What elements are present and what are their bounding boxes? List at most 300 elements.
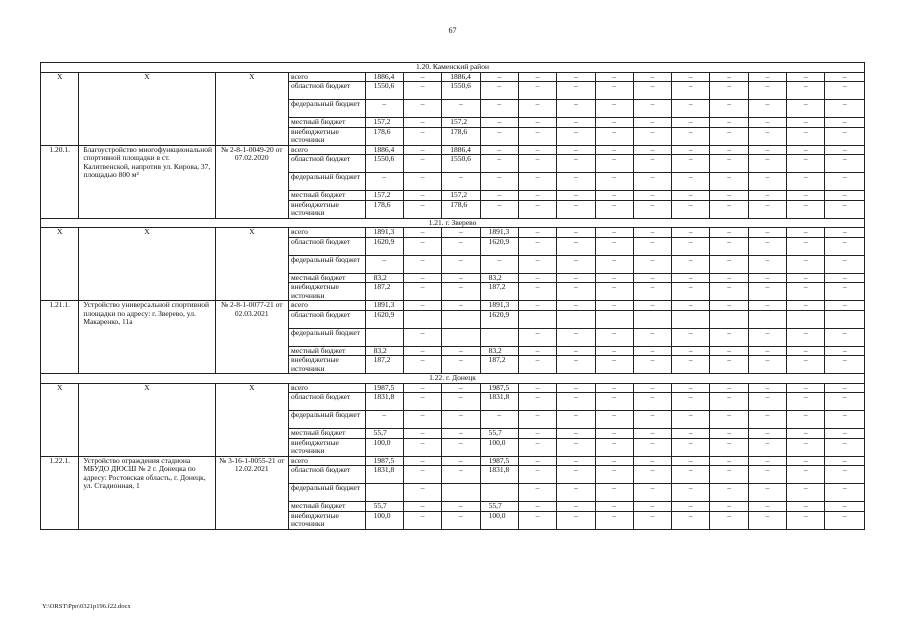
value-cell <box>442 328 480 346</box>
page-number: 67 <box>448 26 457 35</box>
value-cell: – <box>557 173 595 191</box>
value-cell: 55,7 <box>365 502 403 512</box>
value-cell: – <box>595 328 633 346</box>
value-cell: 157,2 <box>442 118 480 128</box>
value-cell: – <box>365 173 403 191</box>
value-cell: – <box>787 283 825 301</box>
value-cell: 55,7 <box>480 429 518 439</box>
value-cell: 1886,4 <box>365 145 403 155</box>
value-cell: – <box>518 255 556 273</box>
value-cell: – <box>518 273 556 283</box>
value-cell: – <box>557 511 595 529</box>
value-cell: – <box>518 466 556 484</box>
value-cell: – <box>442 411 480 429</box>
value-cell: – <box>825 228 865 238</box>
value-cell: 100,0 <box>365 438 403 456</box>
value-cell: 1831,8 <box>480 393 518 411</box>
value-cell: – <box>557 328 595 346</box>
value-cell: – <box>787 155 825 173</box>
funding-source-cell: федеральный бюджет <box>289 328 366 346</box>
value-cell: 157,2 <box>365 118 403 128</box>
value-cell: – <box>403 346 441 356</box>
document-number-cell: № 2-8-1-0049-20 от 07.02.2020 <box>215 145 288 218</box>
value-cell: – <box>557 346 595 356</box>
value-cell: – <box>403 356 441 374</box>
funding-source-cell: федеральный бюджет <box>289 411 366 429</box>
value-cell: – <box>403 191 441 201</box>
funding-source-cell: местный бюджет <box>289 118 366 128</box>
value-cell: – <box>595 438 633 456</box>
value-cell: – <box>557 438 595 456</box>
value-cell: – <box>557 502 595 512</box>
value-cell: – <box>825 328 865 346</box>
value-cell: – <box>403 283 441 301</box>
value-cell: – <box>633 346 671 356</box>
value-cell: – <box>787 127 825 145</box>
value-cell: – <box>403 228 441 238</box>
value-cell: 83,2 <box>365 346 403 356</box>
value-cell: 100,0 <box>365 511 403 529</box>
value-cell: – <box>710 502 748 512</box>
value-cell: – <box>710 200 748 218</box>
value-cell: – <box>710 173 748 191</box>
value-cell: – <box>672 200 710 218</box>
funding-source-cell: областной бюджет <box>289 466 366 484</box>
value-cell: – <box>595 411 633 429</box>
value-cell: – <box>748 466 786 484</box>
value-cell: – <box>480 100 518 118</box>
funding-source-cell: внебюджетные источники <box>289 511 366 529</box>
value-cell: – <box>748 346 786 356</box>
document-number-cell: Х <box>215 383 288 456</box>
value-cell: – <box>672 191 710 201</box>
value-cell: – <box>403 383 441 393</box>
funding-source-cell: областной бюджет <box>289 393 366 411</box>
value-cell: – <box>672 456 710 466</box>
value-cell: – <box>672 328 710 346</box>
value-cell: – <box>825 173 865 191</box>
value-cell: – <box>825 118 865 128</box>
value-cell: – <box>557 200 595 218</box>
value-cell: – <box>403 328 441 346</box>
value-cell: – <box>595 155 633 173</box>
value-cell: – <box>710 228 748 238</box>
value-cell: 1620,9 <box>365 310 403 328</box>
value-cell: 178,6 <box>365 127 403 145</box>
value-cell <box>442 484 480 502</box>
value-cell: – <box>595 255 633 273</box>
value-cell: – <box>710 82 748 100</box>
value-cell: – <box>518 484 556 502</box>
value-cell: 83,2 <box>480 273 518 283</box>
value-cell: – <box>710 283 748 301</box>
value-cell: – <box>672 466 710 484</box>
value-cell: – <box>825 273 865 283</box>
value-cell <box>480 328 518 346</box>
value-cell: – <box>633 411 671 429</box>
value-cell: – <box>672 502 710 512</box>
value-cell: – <box>787 72 825 82</box>
value-cell: – <box>787 118 825 128</box>
value-cell: – <box>442 438 480 456</box>
funding-source-cell: местный бюджет <box>289 502 366 512</box>
value-cell: – <box>672 346 710 356</box>
value-cell: – <box>787 301 825 311</box>
value-cell: – <box>442 456 480 466</box>
funding-source-cell: областной бюджет <box>289 237 366 255</box>
value-cell: – <box>480 145 518 155</box>
value-cell: – <box>518 100 556 118</box>
value-cell: – <box>595 118 633 128</box>
value-cell: – <box>557 466 595 484</box>
value-cell: 1831,8 <box>480 466 518 484</box>
value-cell: – <box>710 328 748 346</box>
value-cell: – <box>748 283 786 301</box>
funding-source-cell: внебюджетные источники <box>289 200 366 218</box>
item-number-cell: 1.20.1. <box>41 145 79 218</box>
value-cell: – <box>403 438 441 456</box>
value-cell: – <box>748 356 786 374</box>
value-cell: – <box>787 100 825 118</box>
value-cell: – <box>825 484 865 502</box>
funding-source-cell: местный бюджет <box>289 191 366 201</box>
value-cell: – <box>710 346 748 356</box>
value-cell: – <box>442 502 480 512</box>
value-cell: – <box>825 72 865 82</box>
value-cell: – <box>442 511 480 529</box>
value-cell: – <box>787 466 825 484</box>
value-cell: – <box>633 145 671 155</box>
value-cell: – <box>442 466 480 484</box>
value-cell: – <box>442 346 480 356</box>
value-cell: – <box>710 72 748 82</box>
value-cell: – <box>518 511 556 529</box>
value-cell: – <box>825 438 865 456</box>
item-number-cell: Х <box>41 228 79 301</box>
value-cell: – <box>710 155 748 173</box>
value-cell: – <box>825 145 865 155</box>
value-cell: – <box>442 100 480 118</box>
value-cell: 55,7 <box>480 502 518 512</box>
value-cell: – <box>787 328 825 346</box>
value-cell: – <box>748 301 786 311</box>
value-cell: – <box>403 200 441 218</box>
value-cell: – <box>672 255 710 273</box>
value-cell: – <box>595 173 633 191</box>
value-cell: – <box>787 393 825 411</box>
funding-source-cell: местный бюджет <box>289 346 366 356</box>
value-cell: – <box>710 511 748 529</box>
value-cell: – <box>557 393 595 411</box>
value-cell: – <box>595 72 633 82</box>
value-cell: – <box>557 255 595 273</box>
value-cell: 1886,4 <box>365 72 403 82</box>
value-cell: – <box>710 127 748 145</box>
value-cell: – <box>633 273 671 283</box>
value-cell: – <box>672 429 710 439</box>
document-number-cell: Х <box>215 228 288 301</box>
value-cell: – <box>633 283 671 301</box>
value-cell: 178,6 <box>442 127 480 145</box>
value-cell: – <box>672 273 710 283</box>
value-cell: – <box>633 383 671 393</box>
value-cell: – <box>748 328 786 346</box>
funding-source-cell: федеральный бюджет <box>289 255 366 273</box>
value-cell: – <box>748 237 786 255</box>
value-cell: 1550,6 <box>442 155 480 173</box>
value-cell: – <box>825 383 865 393</box>
value-cell: – <box>787 429 825 439</box>
value-cell: – <box>403 301 441 311</box>
value-cell: 1886,4 <box>442 145 480 155</box>
value-cell: – <box>710 429 748 439</box>
value-cell: – <box>557 145 595 155</box>
value-cell: – <box>595 127 633 145</box>
value-cell: – <box>403 173 441 191</box>
value-cell: – <box>710 356 748 374</box>
value-cell: – <box>672 173 710 191</box>
value-cell: – <box>787 383 825 393</box>
value-cell: – <box>518 429 556 439</box>
value-cell: – <box>595 393 633 411</box>
value-cell: – <box>672 237 710 255</box>
funding-source-cell: всего <box>289 301 366 311</box>
value-cell: – <box>557 127 595 145</box>
value-cell: – <box>787 411 825 429</box>
value-cell: – <box>787 191 825 201</box>
value-cell: – <box>518 356 556 374</box>
value-cell: – <box>825 411 865 429</box>
funding-source-cell: областной бюджет <box>289 310 366 328</box>
value-cell: – <box>403 484 441 502</box>
value-cell: – <box>825 127 865 145</box>
value-cell: – <box>557 237 595 255</box>
value-cell: – <box>672 438 710 456</box>
value-cell: – <box>442 429 480 439</box>
value-cell: – <box>748 228 786 238</box>
value-cell: – <box>442 255 480 273</box>
value-cell: – <box>633 301 671 311</box>
value-cell: 1987,5 <box>365 456 403 466</box>
value-cell: – <box>748 484 786 502</box>
value-cell: – <box>672 145 710 155</box>
object-name-cell: Устройство универсальной спортивной площадки по адресу: г. Зверево, ул. Макаренко, 11а <box>79 301 215 374</box>
value-cell: – <box>518 438 556 456</box>
value-cell: 1550,6 <box>442 82 480 100</box>
value-cell <box>365 328 403 346</box>
funding-source-cell: федеральный бюджет <box>289 173 366 191</box>
value-cell: – <box>633 438 671 456</box>
value-cell: – <box>518 155 556 173</box>
value-cell: – <box>710 118 748 128</box>
value-cell: – <box>787 255 825 273</box>
value-cell: – <box>825 502 865 512</box>
object-name-cell: Х <box>79 228 215 301</box>
value-cell: – <box>595 466 633 484</box>
value-cell: – <box>557 228 595 238</box>
value-cell: – <box>557 273 595 283</box>
value-cell: – <box>825 346 865 356</box>
value-cell: – <box>480 82 518 100</box>
value-cell: – <box>518 72 556 82</box>
object-name-cell: Устройство ограждения стадиона МБУДО ДЮСШ № 2 г. Донецка по адресу: Ростовская область, г. Донецк, ул. Стадионная, 1 <box>79 456 215 529</box>
value-cell: 1891,3 <box>365 228 403 238</box>
value-cell: – <box>710 145 748 155</box>
value-cell: – <box>633 511 671 529</box>
funding-source-cell: внебюджетные источники <box>289 283 366 301</box>
funding-source-cell: областной бюджет <box>289 155 366 173</box>
value-cell: – <box>518 145 556 155</box>
summary-row <box>41 228 865 238</box>
document-number-cell: № 3-16-1-0055-21 от 12.02.2021 <box>215 456 288 529</box>
value-cell: – <box>557 118 595 128</box>
value-cell: – <box>748 502 786 512</box>
value-cell: – <box>557 100 595 118</box>
value-cell: – <box>825 82 865 100</box>
item-row <box>41 456 865 466</box>
value-cell: – <box>595 82 633 100</box>
value-cell: – <box>672 411 710 429</box>
value-cell: – <box>633 237 671 255</box>
document-number-cell: № 2-8-1-0077-21 от 02.03.2021 <box>215 301 288 374</box>
value-cell: – <box>557 456 595 466</box>
funding-source-cell: внебюджетные источники <box>289 356 366 374</box>
value-cell: – <box>825 191 865 201</box>
value-cell: 83,2 <box>480 346 518 356</box>
value-cell: 1891,3 <box>365 301 403 311</box>
value-cell: – <box>480 118 518 128</box>
funding-source-cell: внебюджетные источники <box>289 438 366 456</box>
value-cell: – <box>710 393 748 411</box>
value-cell: – <box>633 155 671 173</box>
summary-row <box>41 383 865 393</box>
value-cell <box>825 310 865 328</box>
value-cell: – <box>633 127 671 145</box>
item-number-cell: 1.22.1. <box>41 456 79 529</box>
item-number-cell: Х <box>41 383 79 456</box>
value-cell <box>748 310 786 328</box>
value-cell: – <box>480 411 518 429</box>
value-cell: – <box>518 118 556 128</box>
value-cell: – <box>442 393 480 411</box>
funding-source-cell: внебюджетные источники <box>289 127 366 145</box>
value-cell: – <box>787 173 825 191</box>
value-cell: – <box>748 72 786 82</box>
value-cell: – <box>518 228 556 238</box>
value-cell <box>710 310 748 328</box>
value-cell: – <box>403 118 441 128</box>
value-cell: – <box>403 127 441 145</box>
value-cell: – <box>518 411 556 429</box>
value-cell: – <box>787 346 825 356</box>
value-cell: 187,2 <box>365 356 403 374</box>
value-cell: – <box>403 411 441 429</box>
value-cell: – <box>403 273 441 283</box>
funding-source-cell: федеральный бюджет <box>289 484 366 502</box>
value-cell: – <box>403 255 441 273</box>
value-cell: – <box>825 456 865 466</box>
value-cell: – <box>672 118 710 128</box>
value-cell: – <box>595 356 633 374</box>
value-cell: – <box>595 191 633 201</box>
value-cell: 187,2 <box>480 283 518 301</box>
value-cell: – <box>787 200 825 218</box>
funding-source-cell: федеральный бюджет <box>289 100 366 118</box>
value-cell: – <box>710 456 748 466</box>
value-cell <box>557 310 595 328</box>
item-row <box>41 301 865 311</box>
value-cell: – <box>825 100 865 118</box>
object-name-cell: Благоустройство многофункциональной спортивной площадки в ст. Калитвенской, напротив ул. Кирова, 37, площадью 800 м² <box>79 145 215 218</box>
value-cell: – <box>633 393 671 411</box>
value-cell: – <box>442 356 480 374</box>
value-cell <box>672 310 710 328</box>
value-cell: – <box>365 255 403 273</box>
value-cell: – <box>557 411 595 429</box>
value-cell: 157,2 <box>442 191 480 201</box>
funding-source-cell: местный бюджет <box>289 273 366 283</box>
value-cell: – <box>633 191 671 201</box>
value-cell: 1831,8 <box>365 466 403 484</box>
value-cell: 157,2 <box>365 191 403 201</box>
value-cell: – <box>480 200 518 218</box>
value-cell: – <box>748 200 786 218</box>
value-cell: 1550,6 <box>365 82 403 100</box>
value-cell: – <box>480 72 518 82</box>
value-cell: – <box>633 228 671 238</box>
section-header-row <box>41 374 865 384</box>
value-cell: – <box>595 511 633 529</box>
value-cell: – <box>825 356 865 374</box>
object-name-cell: Х <box>79 383 215 456</box>
value-cell: – <box>403 466 441 484</box>
value-cell: 1891,3 <box>480 301 518 311</box>
value-cell: – <box>672 155 710 173</box>
value-cell: – <box>710 100 748 118</box>
value-cell: 1620,9 <box>365 237 403 255</box>
value-cell: – <box>365 100 403 118</box>
value-cell: – <box>825 255 865 273</box>
value-cell: – <box>633 328 671 346</box>
value-cell: 178,6 <box>365 200 403 218</box>
value-cell: – <box>748 456 786 466</box>
value-cell: – <box>748 127 786 145</box>
value-cell: – <box>442 301 480 311</box>
value-cell: – <box>595 484 633 502</box>
value-cell: – <box>710 411 748 429</box>
value-cell: – <box>825 301 865 311</box>
value-cell: – <box>403 456 441 466</box>
value-cell: – <box>403 429 441 439</box>
value-cell: – <box>518 328 556 346</box>
value-cell: – <box>403 393 441 411</box>
value-cell: – <box>633 466 671 484</box>
value-cell: 187,2 <box>480 356 518 374</box>
value-cell: – <box>518 502 556 512</box>
funding-source-cell: всего <box>289 228 366 238</box>
value-cell: – <box>365 411 403 429</box>
value-cell: – <box>748 511 786 529</box>
value-cell: – <box>633 356 671 374</box>
value-cell: – <box>787 228 825 238</box>
value-cell: – <box>672 511 710 529</box>
value-cell: – <box>633 100 671 118</box>
value-cell: – <box>748 173 786 191</box>
value-cell: – <box>557 356 595 374</box>
value-cell: – <box>748 191 786 201</box>
value-cell: 1886,4 <box>442 72 480 82</box>
section-header-row <box>41 63 865 73</box>
